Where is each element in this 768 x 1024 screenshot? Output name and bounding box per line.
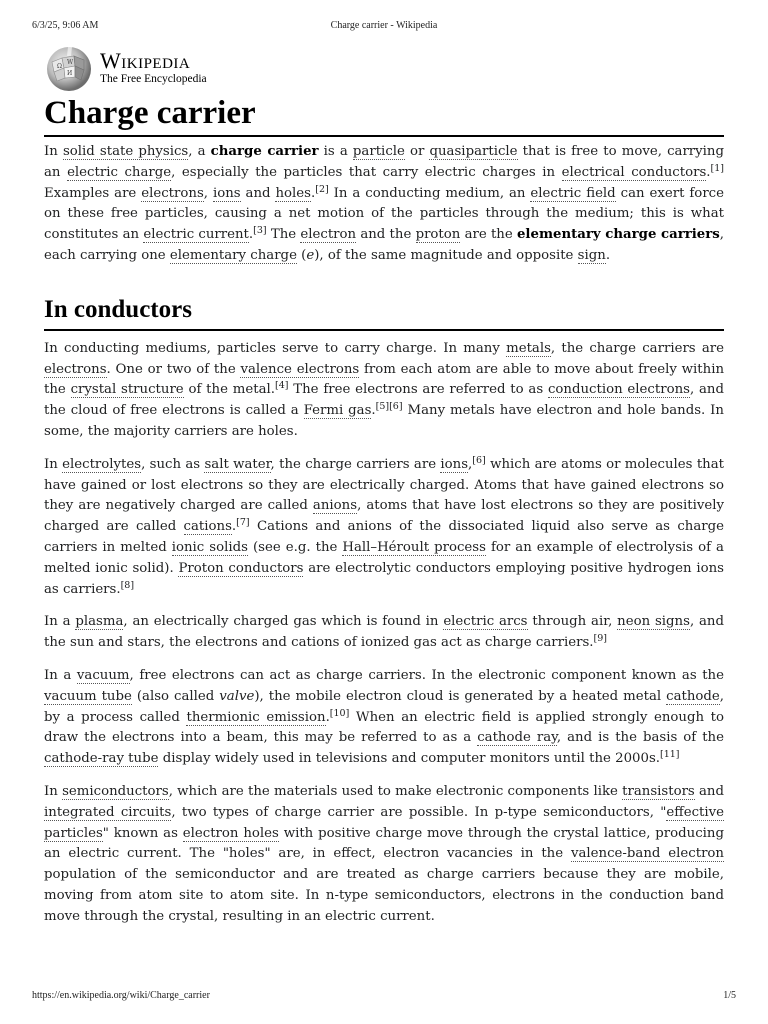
- wiki-link[interactable]: thermionic emission: [186, 709, 326, 725]
- wiki-link[interactable]: sign: [577, 247, 606, 263]
- text-run: ,: [203, 185, 213, 201]
- text-run: (also called: [131, 688, 220, 704]
- text-run: from each atom are able to move about freely within the: [44, 361, 725, 398]
- paragraph: [44, 142, 724, 267]
- bold-term: elementary charge carriers: [516, 227, 720, 243]
- text-run: Examples are: [44, 185, 142, 201]
- svg-text:W: W: [67, 59, 74, 66]
- text-run: " known as: [102, 825, 183, 841]
- text-run: In conducting mediums, particles serve to carry charge. In many: [44, 340, 507, 356]
- citation-ref[interactable]: [10]: [329, 707, 350, 719]
- wiki-link[interactable]: ionic solids: [171, 539, 248, 555]
- wiki-link[interactable]: neon signs: [617, 614, 690, 630]
- italic-term: e: [306, 247, 315, 263]
- text-run: , atoms that have lost electrons so they are positively charged are called: [44, 498, 724, 535]
- text-run: In a: [44, 667, 77, 683]
- text-run: through air,: [527, 614, 618, 630]
- svg-text:И: И: [67, 70, 73, 77]
- text-run: .: [231, 519, 237, 535]
- text-run: are electrolytic conductors employing positive hydrogen ions as carriers.: [44, 560, 725, 597]
- text-run: .: [371, 403, 376, 419]
- text-run: .: [325, 709, 330, 725]
- citation-ref[interactable]: [11]: [660, 748, 680, 760]
- wiki-link[interactable]: conduction electrons: [547, 382, 690, 398]
- wiki-link[interactable]: electric charge: [67, 164, 172, 180]
- wiki-link[interactable]: electrolytes: [62, 456, 142, 472]
- paragraph: [44, 782, 724, 928]
- text-run: , an electrically charged gas which is found in: [123, 614, 444, 630]
- print-footer: [32, 990, 736, 1004]
- text-run: ,: [468, 456, 473, 472]
- citation-ref[interactable]: [4]: [274, 380, 289, 392]
- wiki-link[interactable]: electric arcs: [443, 614, 528, 630]
- text-run: with positive charge move through the crystal lattice, producing an electric current. The "holes" are, in effect, electron vacancies in the: [44, 825, 724, 862]
- text-run: , such as: [141, 456, 205, 472]
- text-run: , the charge carriers are: [550, 340, 724, 356]
- wiki-link[interactable]: electrons: [44, 361, 107, 377]
- citation-ref[interactable]: [5][6]: [375, 400, 403, 412]
- text-run: is a: [318, 144, 353, 159]
- text-run: ), of the same magnitude and opposite: [314, 247, 578, 263]
- wiki-link[interactable]: Fermi gas: [303, 403, 372, 419]
- text-run: (: [296, 247, 307, 263]
- text-run: , the charge carriers are: [270, 456, 441, 472]
- text-run: .: [248, 227, 254, 243]
- wiki-link[interactable]: metals: [506, 340, 551, 356]
- wiki-link[interactable]: elementary charge: [169, 247, 297, 263]
- text-run: for an example of electrolysis of a melted ionic solid).: [44, 539, 724, 576]
- text-run: In: [44, 144, 63, 159]
- text-run: .: [605, 247, 611, 263]
- text-run: , each carrying one: [44, 227, 724, 263]
- wiki-link[interactable]: ions: [440, 456, 469, 472]
- text-run: , two types of charge carrier are possible. In p-type semiconductors, ": [171, 804, 667, 820]
- section-heading: In conductors: [44, 295, 724, 331]
- svg-text:Ω: Ω: [57, 63, 62, 70]
- wiki-link[interactable]: vacuum tube: [44, 688, 132, 704]
- wiki-link[interactable]: ions: [212, 185, 241, 201]
- paragraph: [44, 339, 724, 443]
- text-run: In a: [44, 614, 76, 630]
- citation-ref[interactable]: [3]: [253, 224, 267, 236]
- page-title: Charge carrier: [44, 94, 724, 137]
- paragraph: [44, 666, 724, 770]
- wiki-link[interactable]: valence-band electron: [570, 846, 724, 862]
- print-header: [32, 20, 736, 34]
- citation-ref[interactable]: [6]: [472, 454, 486, 466]
- text-run: population of the semiconductor and are treated as charge carriers because they are mobile, moving from atom site to atom site. In n-type semiconductors, electrons in the conduction band move through the crystal, resulting in an electric current.: [44, 867, 724, 924]
- text-run: In: [44, 456, 63, 472]
- text-run: can exert force on these free particles, causing a net motion of the particles through the medium; this is what constitutes an: [44, 185, 724, 243]
- text-run: , especially the particles that carry electric charges in: [171, 164, 562, 180]
- print-datetime: 6/3/25, 9:06 AM: [32, 20, 99, 31]
- wiki-link[interactable]: quasiparticle: [429, 144, 518, 159]
- wiki-link[interactable]: crystal structure: [70, 382, 184, 398]
- text-run: .: [706, 164, 711, 180]
- wiki-link[interactable]: electron: [300, 227, 357, 243]
- wikipedia-logo[interactable]: [44, 44, 724, 92]
- text-run: are the: [460, 227, 517, 243]
- wiki-link[interactable]: transistors: [622, 783, 695, 799]
- text-run: , and the cloud of free electrons is called a: [44, 382, 724, 419]
- wiki-link[interactable]: solid state physics: [62, 144, 189, 159]
- wiki-link[interactable]: electrical conductors: [561, 164, 707, 180]
- italic-term: valve: [219, 688, 255, 704]
- text-run: that is free to move, carrying an: [44, 144, 724, 180]
- wiki-link[interactable]: electron holes: [182, 825, 279, 841]
- wiki-link[interactable]: Hall–Héroult process: [342, 539, 486, 555]
- text-run: In: [44, 783, 63, 799]
- text-run: The: [266, 227, 301, 243]
- text-run: or: [404, 144, 430, 159]
- wiki-link[interactable]: plasma: [75, 614, 124, 630]
- citation-ref[interactable]: [8]: [120, 579, 135, 591]
- wiki-link[interactable]: integrated circuits: [44, 804, 172, 820]
- paragraph: [44, 455, 724, 601]
- print-url: https://en.wikipedia.org/wiki/Charge_carrier: [32, 990, 210, 1001]
- text-run: .: [311, 185, 316, 201]
- wordmark: [100, 50, 207, 86]
- text-run: , by a process called: [44, 688, 725, 725]
- logo-tagline: The Free Encyclopedia: [100, 73, 207, 85]
- text-run: which are atoms or molecules that have gained or lost electrons so they are electrically charged. Atoms that have gained electrons so they are negatively charged are called: [44, 456, 724, 514]
- text-run: When an electric field is applied strongly enough to draw the electrons into a beam, this may be referred to as a: [44, 709, 724, 746]
- wiki-link[interactable]: semiconductors: [62, 783, 169, 799]
- globe-puzzle-icon: [44, 44, 94, 92]
- print-doc-title: Charge carrier - Wikipedia: [330, 20, 438, 31]
- article-body: [44, 142, 724, 928]
- wiki-link[interactable]: electric current: [143, 227, 249, 243]
- text-run: , a: [188, 144, 211, 159]
- bold-term: charge carrier: [210, 144, 319, 159]
- wiki-link[interactable]: valence electrons: [240, 361, 360, 377]
- wiki-link[interactable]: Proton conductors: [178, 560, 304, 576]
- citation-ref[interactable]: [9]: [593, 632, 607, 644]
- citation-ref[interactable]: [2]: [315, 183, 329, 195]
- text-run: and the: [356, 227, 416, 243]
- text-run: Many metals have electron and hole bands. In some, the majority carriers are holes.: [44, 403, 724, 439]
- wiki-link[interactable]: proton: [415, 227, 461, 243]
- text-run: (see e.g. the: [247, 539, 343, 555]
- text-run: , and is the basis of the: [556, 730, 724, 746]
- wiki-link[interactable]: electrons: [141, 185, 204, 201]
- wiki-link[interactable]: holes: [275, 185, 311, 201]
- wiki-link[interactable]: cations: [183, 519, 232, 535]
- text-run: In a conducting medium, an: [328, 185, 531, 201]
- print-page-number: 1/5: [723, 990, 736, 1001]
- wiki-link[interactable]: cathode-ray tube: [44, 751, 159, 767]
- page-content: [44, 44, 724, 928]
- text-run: , and the sun and stars, the electrons and cations of ionized gas act as charge carriers.: [44, 614, 724, 651]
- text-run: and: [240, 185, 276, 201]
- wiki-link[interactable]: electric field: [530, 185, 616, 201]
- text-run: and: [694, 783, 725, 799]
- wiki-link[interactable]: anions: [312, 498, 358, 514]
- wiki-link[interactable]: effective particles: [44, 804, 725, 841]
- wiki-link[interactable]: cathode ray: [477, 730, 557, 746]
- paragraph: [44, 612, 724, 654]
- text-run: , which are the materials used to make electronic components like: [168, 783, 623, 799]
- wiki-link[interactable]: salt water: [204, 456, 271, 472]
- text-run: ), the mobile electron cloud is generated by a heated metal: [254, 688, 667, 704]
- text-run: The free electrons are referred to as: [288, 382, 548, 398]
- citation-ref[interactable]: [7]: [236, 516, 250, 528]
- logo-name: Wikipedia: [100, 48, 191, 73]
- text-run: . One or two of the: [106, 361, 241, 377]
- wiki-link[interactable]: vacuum: [76, 667, 130, 683]
- text-run: display widely used in televisions and computer monitors until the 2000s.: [158, 751, 661, 767]
- text-run: Cations and anions of the dissociated liquid also serve as charge carriers in melted: [44, 519, 724, 555]
- wiki-link[interactable]: cathode: [666, 688, 720, 704]
- text-run: , free electrons can act as charge carriers. In the electronic component known as the: [129, 667, 724, 683]
- text-run: of the metal.: [183, 382, 275, 398]
- wiki-link[interactable]: particle: [352, 144, 405, 159]
- citation-ref[interactable]: [1]: [710, 162, 724, 174]
